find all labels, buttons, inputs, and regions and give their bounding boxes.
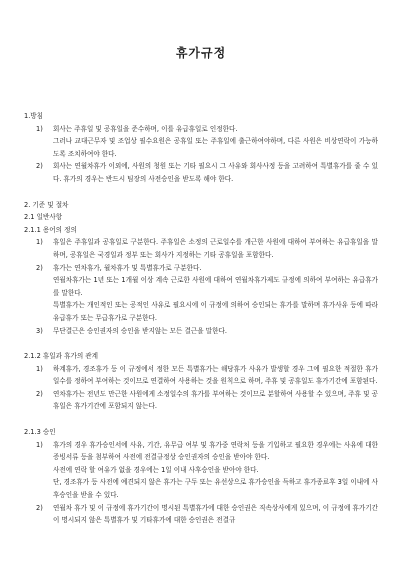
paragraph: 연월차 휴가 및 이 규정에 휴가기간이 명시된 특별휴가에 대한 승인권은 직속상사에게 있으며, 이 규정에 휴가기간이 명시되지 않은 특별휴가 및 기타휴가에 대한 승인권은 전결규 xyxy=(53,503,378,525)
subsection-heading-definitions: 2.1.1 용어의 정의 xyxy=(24,225,77,234)
list-item xyxy=(24,502,378,527)
item-number: 2) xyxy=(36,503,43,512)
paragraph: 회사는 주휴일 및 공휴일을 준수하며, 이를 유급휴일로 인정한다. xyxy=(53,124,238,133)
subsection-heading-general: 2.1 일반사항 xyxy=(24,213,63,222)
item-number: 1) xyxy=(36,364,43,373)
paragraph: 특별휴가는 개인적인 또는 공적인 사유로 필요시에 이 규정에 의하여 승인되는 휴가를 말하며 휴가사유 등에 따라 유급휴가 또는 무급휴가로 구분한다. xyxy=(53,301,378,322)
subsection-heading-holiday-leave: 2.1.2 휴일과 휴가의 관계 xyxy=(24,352,99,361)
item-number: 2) xyxy=(36,389,43,398)
list-item xyxy=(24,123,378,161)
list-item xyxy=(24,388,378,413)
paragraph: 회사는 연월차휴가 이외에, 사원의 청원 또는 기타 필요시 그 사유와 회사사정 등을 고려하여 특별휴가를 줄 수 있다. 휴가의 경우는 반드시 팀장의 사전승인을 받도록 해야 한다. xyxy=(53,162,378,183)
paragraph: 연차휴가는 전년도 만근한 사원에게 소정일수의 휴가를 부여하는 것이므로 분할하여 사용할 수 있으며, 주휴 및 공휴일은 휴가기간에 포함되지 않는다. xyxy=(53,389,378,411)
paragraph: 사전에 연락 할 여유가 없을 경우에는 1일 이내 사후승인을 받아야 한다. xyxy=(53,465,259,474)
paragraph: 휴가의 경우 휴가승인서에 사유, 기간, 유무급 여부 및 휴가중 연락처 등을 기입하고 필요한 경우에는 사유에 대한 증빙서류 등을 첨부하여 사전에 전결규정상 승인권자의 승인을 받아야 한다. xyxy=(53,440,378,462)
list-item xyxy=(24,160,378,185)
paragraph: 휴일은 주휴일과 공휴일로 구분한다. 주휴일은 소정의 근로일수를 개근한 사원에 대하여 부여하는 유급휴일을 말하며, 공휴일은 국경일과 정부 또는 회사가 지정하는 기타 공휴일을 포함한다. xyxy=(53,238,378,259)
paragraph: 하계휴가, 경조휴가 등 이 규정에서 정한 모든 특별휴가는 해당휴가 사유가 발생할 경우 그에 필요한 적절한 휴가일수를 정하여 부여하는 것이므로 연결하여 사용하는 것을 원칙으로 하며, 주휴 및 공휴일도 휴가기간에 포함된다. xyxy=(53,364,378,386)
paragraph: 연월차휴가는 1년 또는 1개월 이상 계속 근로한 사원에 대하여 연월차휴가제도 규정에 의하여 부여하는 유급휴가를 말한다. xyxy=(53,276,378,297)
paragraph: 그러나 교대근무자 및 조업상 필수요원은 공휴일 또는 주휴일에 출근하여야하며, 다른 사원은 비상연락이 가능하도록 조치하여야 한다. xyxy=(53,137,378,158)
subsection-heading-approval: 2.1.3 승인 xyxy=(24,428,56,437)
item-number: 1) xyxy=(36,124,43,133)
paragraph: 무단결근은 승인권자의 승인을 받지않는 모든 결근을 말한다. xyxy=(53,326,227,335)
list-item xyxy=(24,262,378,325)
item-number: 1) xyxy=(36,238,43,247)
document-body xyxy=(24,110,378,527)
list-item xyxy=(24,363,378,388)
section-heading-policy: 1.방침 xyxy=(24,112,44,120)
item-number: 2) xyxy=(36,162,43,171)
paragraph: 단, 경조휴가 등 사전에 예견되지 않은 휴가는 구두 또는 유선상으로 휴가승인을 득하고 휴가종료후 3일 이내에 사후승인을 받을 수 있다. xyxy=(53,478,378,500)
paragraph: 휴가는 연차휴가, 월차휴가 및 특별휴가로 구분한다. xyxy=(53,263,202,272)
item-number: 2) xyxy=(36,263,43,272)
section-heading-criteria: 2. 기준 및 절차 xyxy=(24,200,69,209)
list-item xyxy=(24,236,378,261)
document-title: 휴가규정 xyxy=(175,46,227,60)
item-number: 3) xyxy=(36,326,43,335)
item-number: 1) xyxy=(36,440,43,449)
list-item xyxy=(24,325,378,338)
list-item xyxy=(24,439,378,502)
